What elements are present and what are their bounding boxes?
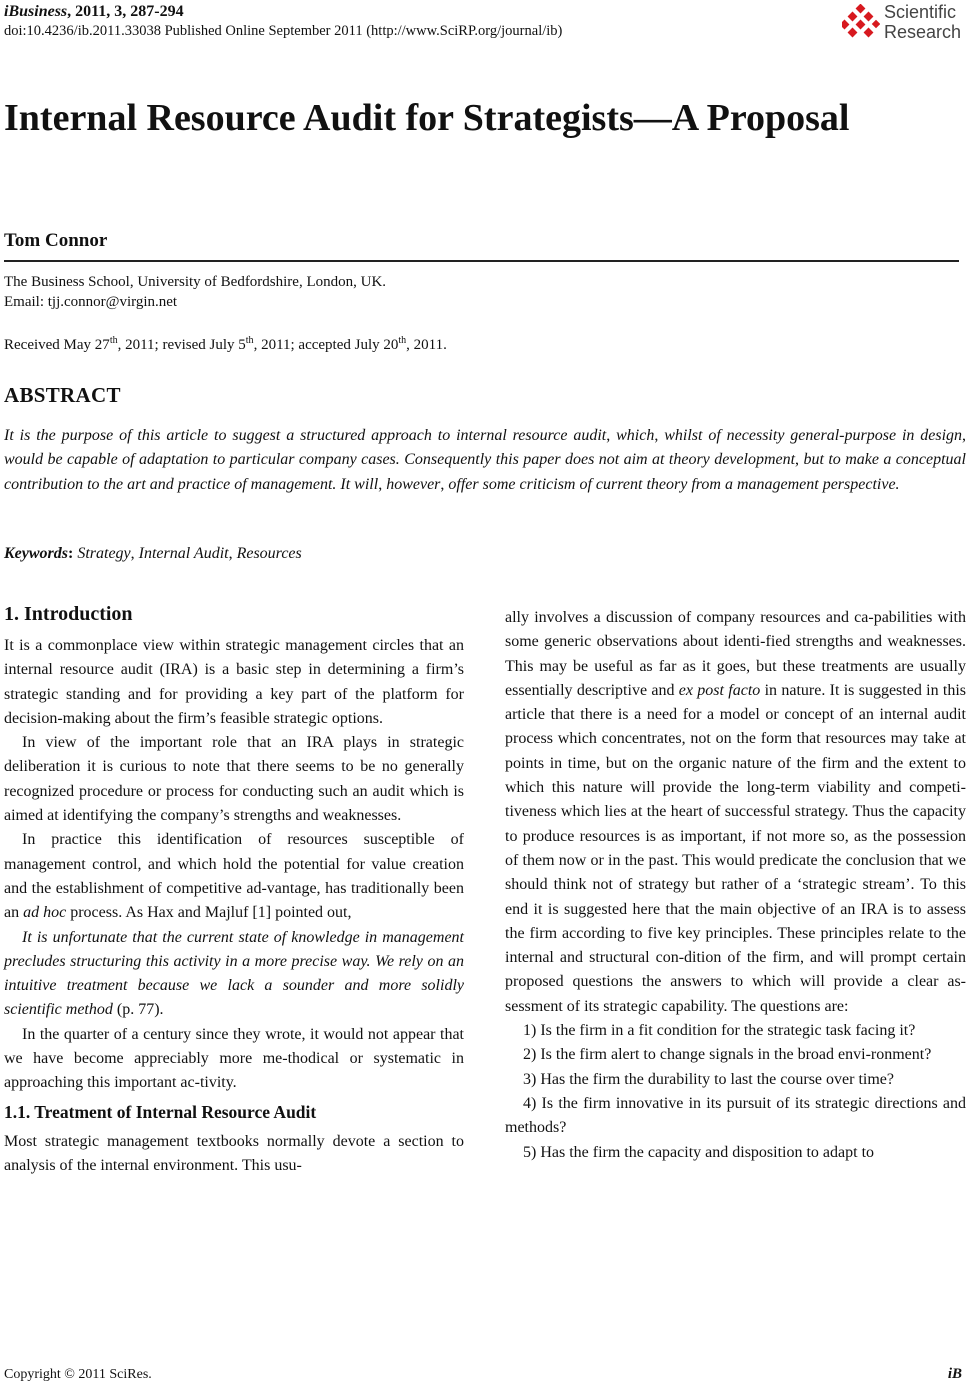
abstract-text: offer some criticism of current theory from a management perspective. xyxy=(448,475,900,493)
ordinal-suffix: th xyxy=(109,335,118,346)
question-item: 1) Is the firm in a fit condition for the strategic task facing it? xyxy=(523,1022,916,1040)
footer-copyright: Copyright © 2011 SciRes. xyxy=(4,1367,152,1382)
keyword-sep: , xyxy=(228,545,237,562)
block-quote xyxy=(4,926,464,1023)
emphasis-text: ex post facto xyxy=(678,681,761,699)
keyword: Strategy xyxy=(77,545,131,562)
revised-text: , 2011; revised July 5 xyxy=(117,337,246,353)
affiliation-text: The Business School, University of Bedfordshire, London, UK. xyxy=(4,274,387,290)
paragraph: Most strategic management textbooks normally devote a section to analysis of the internal environment. This usu- xyxy=(4,1132,464,1174)
abstract-comma: , xyxy=(378,475,387,493)
abstract-body xyxy=(4,424,966,497)
title-divider xyxy=(4,260,959,262)
received-dates xyxy=(4,335,447,355)
year-text: , 2011. xyxy=(406,337,447,353)
quote-text: It is unfortunate that the current state of knowledge in management precludes structuring this activity in a more precise way. We rely on an intuitive treatment because we lack a sounder and more solidly scientific method xyxy=(4,928,464,1019)
keywords-colon: : xyxy=(68,545,78,562)
accepted-text: , 2011; accepted July 20 xyxy=(253,337,399,353)
footer-journal-abbrev: iB xyxy=(947,1366,962,1382)
paragraph: In view of the important role that an IRA plays in strategic deliberation it is curious to note that there seems to be no generally recognized procedure or process for conducting such an audit which is aimed at identifying the company’s strengths and weaknesses. xyxy=(4,734,464,825)
ordinal-suffix: th xyxy=(245,335,254,346)
paragraph: In the quarter of a century since they wrote, it would not appear that we have become appreciably more me-thodical or systematic in approaching this important ac-tivity. xyxy=(4,1025,464,1092)
abstract-text: however xyxy=(386,475,441,493)
abstract-comma: , xyxy=(654,427,665,444)
abstract-comma: , xyxy=(440,475,449,493)
keywords-label: Keywords xyxy=(4,545,68,562)
paragraph xyxy=(505,606,966,1019)
keyword: Internal Audit xyxy=(138,545,229,562)
question-item: 4) Is the firm innovative in its pursuit of its strategic directions and methods? xyxy=(505,1094,966,1137)
keyword: Resources xyxy=(236,545,302,562)
paragraph-text: In practice this identification of resources susceptible of management control, and which hold the potential for value creation and the establishment of competitive ad-vantage, has traditionally been an xyxy=(4,831,464,922)
quote-reference: (p. 77). xyxy=(112,1001,164,1019)
ordinal-suffix: th xyxy=(398,335,407,346)
keyword-sep: , xyxy=(130,545,139,562)
abstract-text: whilst of necessity general-purpose in design xyxy=(664,427,963,444)
logo-text-scientific: Scientific xyxy=(884,2,957,22)
author-name: Tom Connor xyxy=(4,230,108,251)
question-item: 2) Is the firm alert to change signals in the broad envi-ronment? xyxy=(523,1046,932,1064)
volume-info: , 2011, 3, 287-294 xyxy=(67,3,184,20)
received-text: Received May 27 xyxy=(4,337,110,353)
author-affiliation xyxy=(4,272,386,312)
left-column xyxy=(4,600,464,1178)
journal-citation xyxy=(4,2,184,22)
abstract-text: which xyxy=(616,427,655,444)
paragraph-text: process. As Hax and Majluf [1] pointed out, xyxy=(66,904,352,922)
abstract-comma: , xyxy=(606,427,617,444)
paper-title: Internal Resource Audit for Strategists—A Proposal xyxy=(4,97,850,139)
paragraph: It is a commonplace view within strategic management circles that an internal resource audit (IRA) is a basic step in determining a firm’s strategic standing and for providing a key part of the platform for decision-making about the firm’s feasible strategic options. xyxy=(4,637,464,727)
journal-name: iBusiness xyxy=(4,3,68,20)
question-item: 3) Has the firm the durability to last the course over time? xyxy=(523,1070,894,1088)
doi-line: doi:10.4236/ib.2011.33038 Published Online September 2011 (http://www.SciRP.org/journal/ib) xyxy=(4,23,563,39)
logo-text-research: Research xyxy=(884,22,962,42)
question-item: 5) Has the firm the capacity and disposition to adapt to xyxy=(523,1143,875,1161)
section-heading-introduction: 1. Introduction xyxy=(4,603,133,625)
paragraph xyxy=(4,828,464,925)
publisher-logo[interactable] xyxy=(842,2,962,42)
abstract-comma: , xyxy=(795,451,804,469)
abstract-heading: ABSTRACT xyxy=(4,383,121,407)
keywords-line xyxy=(4,545,302,563)
abstract-comma: , xyxy=(962,427,967,444)
subsection-heading: 1.1. Treatment of Internal Resource Audit xyxy=(4,1101,317,1122)
paragraph-text: ally involves a discussion of company resources and ca-pabilities with some generic observations about identi-fied strengths and weaknesses. This may be useful as far as it goes, but these treatments are usually essentially descriptive and xyxy=(505,609,966,699)
abstract-text: It is the purpose of this article to suggest a structured approach to internal resource audit xyxy=(4,427,607,444)
abstract-text: but to make a conceptual contribution to the art and practice of management. It will xyxy=(4,451,966,493)
right-column xyxy=(505,606,966,1165)
scirp-logo-icon xyxy=(842,4,880,40)
paragraph-text: in nature. It is suggested in this article that there is a need for a model or concept of an internal audit process which concentrates, not on the form that resources may take at points in time, but on the organic nature of the firm and the extent to which this nature will provide the long-term viability and competi-tiveness which lies at the heart of successful strategy. Thus the capacity to produce resources is as important, if not more so, as the possession of them now or in the past. This would predicate the conclusion that we should think not of strategy but rather of a ‘strategic stream’. To this end it is suggested here that the main objective of an IRA is to assess the firm according to five key principles. These principles relate to the internal and structural con-dition of the firm, and will prompt certain proposed questions the answers to which will provide a clear as-sessment of its strategic capability. The questions are: xyxy=(505,681,966,1015)
author-email[interactable]: Email: tjj.connor@virgin.net xyxy=(4,294,178,310)
abstract-text: would be capable of adaptation to particular company cases. Consequently this paper does not aim at theory development xyxy=(4,451,796,469)
emphasis-text: ad hoc xyxy=(23,904,67,922)
